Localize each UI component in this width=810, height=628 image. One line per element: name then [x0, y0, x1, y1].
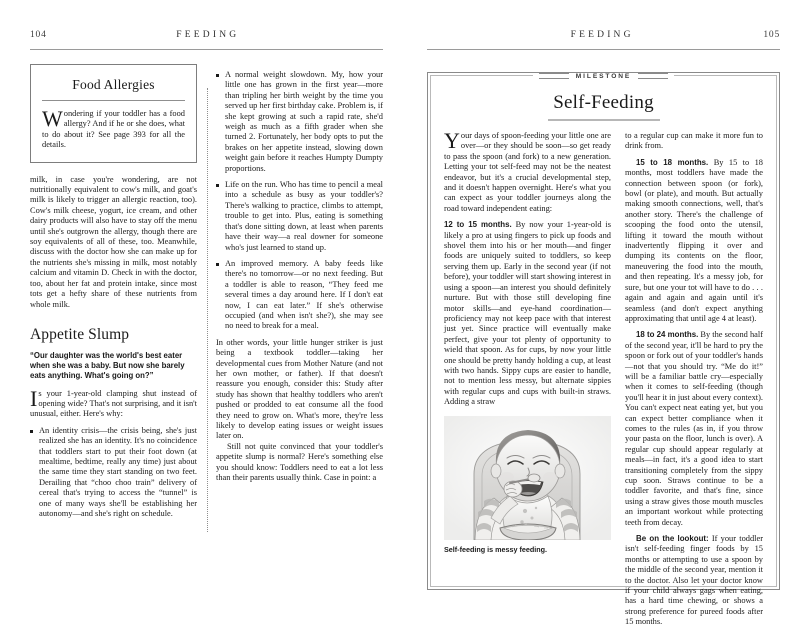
running-head-right [427, 30, 780, 56]
food-allergies-box [30, 64, 197, 163]
milestone-entry [444, 220, 611, 407]
right-page [405, 0, 810, 627]
list-item: An identity crisis—the crisis being, she's just realized she has an identity. It's no coincidence that toddlers start to put their foot down (at mealtime, bedtime, really any time) just about the same time they start standing on two feet. Derailing that “choo choo train” delivery of cereal that's trying to access the “tunnel” is one of many ways she'll be establishing her autonomy—and she's right on schedule. [30, 426, 197, 520]
list-item: An improved memory. A baby feeds like there's no tomorrow—or no next feeding. But a toddler is able to reason, “They feed me several times a day around here. If I don't eat now, I can eat later.” If she's otherwise occupied (and when isn't she?), she may see no need to break for a meal. [216, 259, 383, 332]
running-head-title-right: FEEDING [570, 30, 634, 40]
milestone-title-rule [548, 119, 660, 121]
appetite-slump-paragraph: Still not quite convinced that your toddler's appetite slump is normal? Here's something else you should know: Toddlers need to eat a lot less than their parents usually think. Case in point: a [216, 441, 383, 483]
left-column-1 [30, 64, 197, 584]
page-number-left: 104 [30, 30, 47, 40]
left-column-gutter [197, 64, 216, 584]
food-allergies-rule [42, 100, 185, 101]
illustration-caption: Self-feeding is messy feeding. [444, 544, 548, 554]
milestone-title: Self-Feeding [553, 92, 654, 113]
appetite-slump-intro-text: s your 1-year-old clamping shut instead of opening wide? That's not surprising, and it isn't unusual, either. Here's why: [30, 388, 197, 419]
appetite-slump-heading: Appetite Slump [30, 325, 130, 343]
milestone-dropcap: Y [444, 128, 460, 153]
left-column-2 [216, 64, 383, 584]
appetite-slump-bullets-col2 [216, 70, 383, 332]
milestone-entry-text: By 15 to 18 months, most toddlers have made the connection between spoon (or fork), bowl (or plate), and mouth. But actually making smooth connections, well, that's another story. There's the challenge of scooping the food onto the utensil, lifting it toward the mouth without inadvertently flipping it over and dumping its contents on the floor, maneuvering the food into the mouth, and then repeating. It's a messy job, for sure, but one your tot will have to do . . . again and again and again until it's seamless (and don't expect anything approximating that until age 4 at least). [625, 157, 763, 323]
milestone-entry-text: By the second half of the second year, it'll be hard to pry the spoon or fork out of your toddler's hands—not that you should try. “Me do it!” will be a familiar battle cry—especially when it comes to self-feeding (though you'll hear it in just about every context). You can't expect neat eating yet, but you can expect better compliance when it comes to the rules (as in, if you throw your pasta on the floor, lunch is over). A regular cup should appear regularly at meals—in fact, it's a good idea to start transitioning completely from the sippy cup soon. Straws continue to be a toddler favorite, and that's fine, since using a straw gives those mouth muscles an important workout while protecting teeth from decay. [625, 330, 763, 527]
milestone-continued-text: to a regular cup can make it more fun to drink from. [625, 131, 763, 151]
running-head-rule [30, 49, 383, 50]
food-allergies-title: Food Allergies [72, 77, 155, 92]
list-item: Life on the run. Who has time to pencil a meal into a schedule as busy as your toddler's? There's walking to practice, climbs to attempt, trouble to get into. Plus, eating is something that's done sitting down, at least when parents have their way—a real downer for someone who's just learned to stand up. [216, 180, 383, 253]
milestone-box-inner [430, 72, 777, 627]
left-page [0, 0, 405, 608]
milestone-entry [625, 158, 763, 325]
milestone-entry-term: 18 to 24 months. [636, 330, 699, 340]
milestone-entry [625, 330, 763, 528]
food-allergies-dropcap: W [42, 106, 63, 131]
milestone-entry-text: If your toddler isn't self-feeding finger foods by 15 months or attempting to use a spoon by the middle of the second year, mention it to the doctor. Also let your doctor know if your child always gags when eating, has a hard time chewing, or shows a strong preference for pureed foods after 15 months. [625, 534, 763, 627]
milestone-entry-term: 15 to 18 months. [636, 157, 709, 167]
column-divider-dotted [207, 88, 208, 532]
milestone-entry [625, 534, 763, 628]
milestone-column-1 [444, 128, 611, 628]
milestone-box [427, 72, 780, 627]
milk-continued-paragraph: milk, in case you're wondering, are not nutritionally equivalent to cow's milk, and goat's milk is likely to trigger an allergic reaction, too). Cow's milk cheese, yogurt, ice cream, and other dairy products will also have to stay off the menu until she's outgrown the allergy, though there are soy equivalents of all of these, too. Meanwhile, discuss with the doctor how she can make up for the nutrients she's missing in milk, most notably calcium and vitamin D. Check in with the doctor, too, about her fat and protein intake, since most tots get a hefty share of these nutrients from whole milk. [30, 174, 197, 309]
appetite-slump-dropcap: I [30, 385, 38, 411]
milestone-entry-term: 12 to 15 months. [444, 220, 512, 230]
list-item: A normal weight slowdown. My, how your little one has grown in the first year—more than tripling her birth weight by the time you served up her first birthday cake. Problem is, if she kept growing at such a rapid rate, she'd weigh as much as a fifth grader when she turned 2. Fortunately, her body opts to put the brakes on her appetite instead, slowing down weight gain before it reaches Humpty Dumpty proportions. [216, 70, 383, 174]
appetite-slump-intro [30, 385, 197, 420]
illustration-figure [444, 416, 611, 554]
left-page-columns [30, 64, 383, 584]
page-number-right: 105 [763, 30, 780, 40]
running-head-left [30, 30, 383, 56]
running-head-title-left: FEEDING [176, 30, 240, 40]
reader-question: “Our daughter was the world's best eater when she was a baby. But now she barely eats anything. What's going on?” [30, 350, 185, 381]
milestone-columns [444, 128, 763, 628]
food-allergies-body [42, 106, 185, 151]
milestone-tag-label: MILESTONE [575, 72, 632, 80]
milestone-intro-text: our days of spoon-feeding your little one are over—or they should be soon—so get ready to pass the spoon (and fork) to a new generation. Letting your tot self-feed may not be the neatest endeavor, but it's a crucial developmental step, and it doesn't happen overnight. Here's what you can expect as your toddler journeys along the road toward independent eating: [444, 131, 611, 213]
toddler-self-feeding-illustration [444, 416, 611, 540]
running-head-rule [427, 49, 780, 50]
milestone-entry-term: Be on the lookout: [636, 534, 709, 544]
milestone-intro [444, 128, 611, 214]
appetite-slump-paragraph: In other words, your little hunger striker is just being a textbook toddler—taking her developmental cues from Mother Nature (and not her own mother, or father). If that doesn't reassure you enough, consider this: Study after study has shown that healthy toddlers who aren't pushed or prodded to eat consume all the food they need to grow on. What's more, they're less likely to develop eating issues or weight issues later on. [216, 337, 383, 441]
appetite-slump-bullets-col1 [30, 426, 197, 520]
food-allergies-body-text: ondering if your toddler has a food allergy? And if he or she does, what to do about it? See page 393 for all the details. [42, 109, 185, 150]
milestone-entry-text: By now your 1-year-old is likely a pro at using fingers to pick up foods and shovel them into his or her mouth—and finger foods are uniquely suited to toddlers, so keep serving them up. Early in the second year (if not before), your toddler will start showing interest in using a spoon—an interest you should definitely nurture. But with those still developing fine motor skills—and eye-hand coordination—proficiency may not keep pace with that interest just yet. Since practice will eventually make perfect, give your tot plenty of opportunity to wield that spoon. As for cups, by now your little one should be pretty handy holding a cup, at least with two hands. Sippy cups are easier to handle, not to mention less messy, but alternate sippies with regular cups and cups with built-in straws. Adding a straw [444, 220, 611, 407]
toddler-drawing-svg [444, 416, 611, 540]
milestone-column-2 [625, 131, 763, 628]
